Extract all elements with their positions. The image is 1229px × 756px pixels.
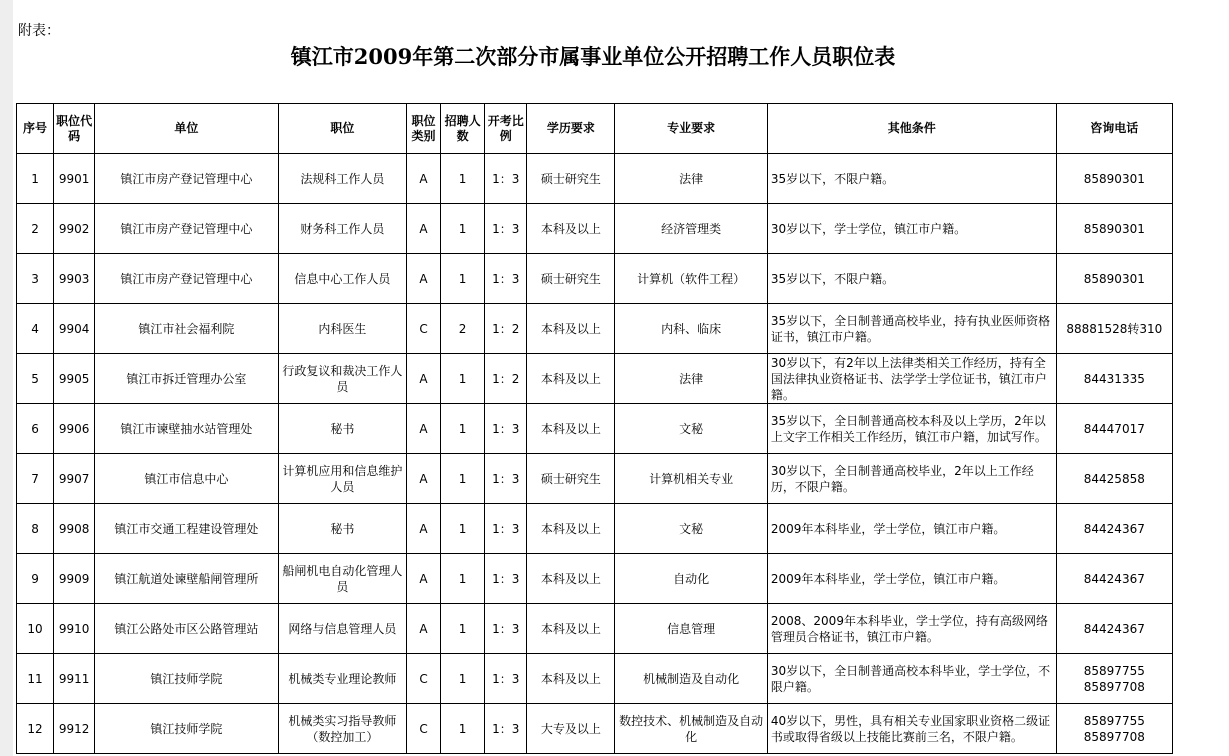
cell-headcount: 1 <box>441 654 485 704</box>
cell-other-conditions <box>767 454 1056 504</box>
cell-education: 本科及以上 <box>527 204 615 254</box>
cell-position-code: 9910 <box>54 604 95 654</box>
cell-headcount: 1 <box>441 504 485 554</box>
cell-position: 机械类实习指导教师（数控加工） <box>278 704 406 754</box>
cell-position: 船闸机电自动化管理人员 <box>278 554 406 604</box>
cell-other-conditions <box>767 354 1056 404</box>
cell-position-category: C <box>406 704 440 754</box>
cell-headcount: 1 <box>441 604 485 654</box>
cell-major: 机械制造及自动化 <box>615 654 767 704</box>
cell-phone: 84424367 <box>1056 504 1172 554</box>
cell-unit: 镇江市房产登记管理中心 <box>95 254 278 304</box>
appendix-label: 附表： <box>18 23 60 39</box>
other-conditions-text: 30岁以下，有2年以上法律类相关工作经历，持有全国法律执业资格证书、法学学士学位证书，镇江市户籍。 <box>770 355 1047 402</box>
cell-headcount: 1 <box>441 704 485 754</box>
cell-other-conditions <box>767 654 1056 704</box>
cell-major: 信息管理 <box>615 604 767 654</box>
cell-position-category: A <box>406 454 440 504</box>
cell-phone: 84431335 <box>1056 354 1172 404</box>
other-conditions-text: 35岁以下，不限户籍。 <box>770 271 895 286</box>
cell-position: 秘书 <box>278 504 406 554</box>
cell-major: 计算机（软件工程） <box>615 254 767 304</box>
cell-position: 法规科工作人员 <box>278 154 406 204</box>
cell-position-category: C <box>406 654 440 704</box>
cell-index: 5 <box>17 354 54 404</box>
table-row <box>17 204 1173 254</box>
document-page <box>13 0 1229 756</box>
cell-major: 自动化 <box>615 554 767 604</box>
cell-education: 大专及以上 <box>527 704 615 754</box>
cell-phone: 84425858 <box>1056 454 1172 504</box>
table-row <box>17 404 1173 454</box>
header-other-conditions: 其他条件 <box>767 104 1056 154</box>
cell-education: 本科及以上 <box>527 554 615 604</box>
left-margin-strip <box>0 0 13 756</box>
cell-position: 内科医生 <box>278 304 406 354</box>
cell-education: 本科及以上 <box>527 304 615 354</box>
other-conditions-text: 35岁以下，不限户籍。 <box>770 171 895 186</box>
table-row <box>17 604 1173 654</box>
table-header-row <box>17 104 1173 154</box>
cell-unit: 镇江市谏壁抽水站管理处 <box>95 404 278 454</box>
cell-index: 2 <box>17 204 54 254</box>
cell-index: 12 <box>17 704 54 754</box>
cell-index: 6 <box>17 404 54 454</box>
cell-position-code: 9911 <box>54 654 95 704</box>
cell-index: 1 <box>17 154 54 204</box>
cell-other-conditions <box>767 504 1056 554</box>
header-position: 职位 <box>278 104 406 154</box>
table-body <box>17 154 1173 754</box>
cell-index: 7 <box>17 454 54 504</box>
cell-index: 3 <box>17 254 54 304</box>
cell-exam-ratio: 1：3 <box>485 454 527 504</box>
other-conditions-text: 30岁以下，全日制普通高校毕业，2年以上工作经历，不限户籍。 <box>770 463 1034 494</box>
cell-exam-ratio: 1：3 <box>485 204 527 254</box>
table-row <box>17 554 1173 604</box>
cell-education: 本科及以上 <box>527 404 615 454</box>
cell-position-category: A <box>406 554 440 604</box>
cell-position: 信息中心工作人员 <box>278 254 406 304</box>
cell-other-conditions <box>767 204 1056 254</box>
cell-phone: 84424367 <box>1056 554 1172 604</box>
cell-phone: 84447017 <box>1056 404 1172 454</box>
header-headcount: 招聘人数 <box>441 104 485 154</box>
cell-headcount: 1 <box>441 204 485 254</box>
cell-position: 行政复议和裁决工作人员 <box>278 354 406 404</box>
cell-headcount: 1 <box>441 354 485 404</box>
cell-index: 9 <box>17 554 54 604</box>
cell-unit: 镇江市房产登记管理中心 <box>95 204 278 254</box>
cell-position-code: 9905 <box>54 354 95 404</box>
cell-headcount: 1 <box>441 404 485 454</box>
table-row <box>17 354 1173 404</box>
cell-position-category: A <box>406 404 440 454</box>
cell-headcount: 1 <box>441 154 485 204</box>
cell-index: 8 <box>17 504 54 554</box>
cell-education: 本科及以上 <box>527 504 615 554</box>
header-phone: 咨询电话 <box>1056 104 1172 154</box>
cell-position-category: A <box>406 204 440 254</box>
cell-unit: 镇江航道处谏壁船闸管理所 <box>95 554 278 604</box>
cell-exam-ratio: 1：2 <box>485 354 527 404</box>
cell-unit: 镇江公路处市区公路管理站 <box>95 604 278 654</box>
cell-exam-ratio: 1：3 <box>485 154 527 204</box>
cell-major: 文秘 <box>615 404 767 454</box>
document-title: 镇江市2009年第二次部分市属事业单位公开招聘工作人员职位表 <box>290 44 896 69</box>
cell-phone: 85897755 85897708 <box>1056 704 1172 754</box>
cell-major: 计算机相关专业 <box>615 454 767 504</box>
positions-table <box>16 103 1173 754</box>
cell-position-code: 9902 <box>54 204 95 254</box>
cell-position-code: 9901 <box>54 154 95 204</box>
cell-education: 硕士研究生 <box>527 154 615 204</box>
cell-unit: 镇江技师学院 <box>95 704 278 754</box>
cell-unit: 镇江市房产登记管理中心 <box>95 154 278 204</box>
header-exam-ratio: 开考比例 <box>485 104 527 154</box>
cell-exam-ratio: 1：3 <box>485 504 527 554</box>
cell-major: 法律 <box>615 354 767 404</box>
header-position-code: 职位代码 <box>54 104 95 154</box>
header-unit: 单位 <box>95 104 278 154</box>
cell-position-code: 9908 <box>54 504 95 554</box>
cell-major: 经济管理类 <box>615 204 767 254</box>
cell-exam-ratio: 1：3 <box>485 554 527 604</box>
cell-other-conditions <box>767 604 1056 654</box>
other-conditions-text: 2008、2009年本科毕业，学士学位，持有高级网络管理员合格证书，镇江市户籍。 <box>770 613 1048 644</box>
cell-major: 法律 <box>615 154 767 204</box>
cell-major: 数控技术、机械制造及自动化 <box>615 704 767 754</box>
table-row <box>17 504 1173 554</box>
cell-position: 财务科工作人员 <box>278 204 406 254</box>
cell-position-code: 9904 <box>54 304 95 354</box>
cell-other-conditions <box>767 704 1056 754</box>
other-conditions-text: 30岁以下，全日制普通高校本科毕业，学士学位，不限户籍。 <box>770 663 1051 694</box>
cell-unit: 镇江市交通工程建设管理处 <box>95 504 278 554</box>
cell-phone: 84424367 <box>1056 604 1172 654</box>
table-row <box>17 454 1173 504</box>
cell-exam-ratio: 1：3 <box>485 704 527 754</box>
cell-phone: 85890301 <box>1056 204 1172 254</box>
cell-unit: 镇江市信息中心 <box>95 454 278 504</box>
cell-exam-ratio: 1：3 <box>485 654 527 704</box>
cell-position-category: A <box>406 154 440 204</box>
other-conditions-text: 40岁以下，男性，具有相关专业国家职业资格二级证书或取得省级以上技能比赛前三名，不限户籍。 <box>770 713 1051 744</box>
cell-headcount: 2 <box>441 304 485 354</box>
other-conditions-text: 35岁以下，全日制普通高校毕业，持有执业医师资格证书，镇江市户籍。 <box>770 313 1051 344</box>
cell-education: 硕士研究生 <box>527 254 615 304</box>
cell-position-code: 9906 <box>54 404 95 454</box>
cell-position-code: 9909 <box>54 554 95 604</box>
cell-other-conditions <box>767 554 1056 604</box>
cell-headcount: 1 <box>441 454 485 504</box>
cell-position: 网络与信息管理人员 <box>278 604 406 654</box>
other-conditions-text: 30岁以下，学士学位，镇江市户籍。 <box>770 221 967 236</box>
cell-index: 4 <box>17 304 54 354</box>
cell-unit: 镇江技师学院 <box>95 654 278 704</box>
other-conditions-text: 35岁以下，全日制普通高校本科及以上学历，2年以上文字工作相关工作经历，镇江市户籍，加试写作。 <box>770 413 1047 444</box>
cell-position: 秘书 <box>278 404 406 454</box>
header-index: 序号 <box>17 104 54 154</box>
table-row <box>17 304 1173 354</box>
cell-other-conditions <box>767 404 1056 454</box>
table-row <box>17 654 1173 704</box>
cell-headcount: 1 <box>441 554 485 604</box>
cell-education: 硕士研究生 <box>527 454 615 504</box>
other-conditions-text: 2009年本科毕业，学士学位，镇江市户籍。 <box>770 571 1006 586</box>
cell-phone: 85890301 <box>1056 154 1172 204</box>
table-row <box>17 154 1173 204</box>
cell-phone: 85897755 85897708 <box>1056 654 1172 704</box>
other-conditions-text: 2009年本科毕业，学士学位，镇江市户籍。 <box>770 521 1006 536</box>
cell-index: 11 <box>17 654 54 704</box>
cell-major: 内科、临床 <box>615 304 767 354</box>
cell-position-code: 9912 <box>54 704 95 754</box>
cell-position: 计算机应用和信息维护人员 <box>278 454 406 504</box>
cell-position-category: A <box>406 354 440 404</box>
cell-education: 本科及以上 <box>527 604 615 654</box>
cell-phone: 88881528转310 <box>1056 304 1172 354</box>
cell-unit: 镇江市社会福利院 <box>95 304 278 354</box>
table-row <box>17 254 1173 304</box>
cell-phone: 85890301 <box>1056 254 1172 304</box>
cell-exam-ratio: 1：3 <box>485 404 527 454</box>
cell-position-category: A <box>406 504 440 554</box>
cell-index: 10 <box>17 604 54 654</box>
cell-other-conditions <box>767 304 1056 354</box>
cell-position-category: A <box>406 254 440 304</box>
cell-position-category: C <box>406 304 440 354</box>
cell-major: 文秘 <box>615 504 767 554</box>
cell-other-conditions <box>767 254 1056 304</box>
cell-headcount: 1 <box>441 254 485 304</box>
cell-exam-ratio: 1：3 <box>485 604 527 654</box>
table-row <box>17 704 1173 754</box>
cell-other-conditions <box>767 154 1056 204</box>
cell-education: 本科及以上 <box>527 354 615 404</box>
cell-unit: 镇江市拆迁管理办公室 <box>95 354 278 404</box>
cell-exam-ratio: 1：3 <box>485 254 527 304</box>
header-position-category: 职位类别 <box>406 104 440 154</box>
cell-position: 机械类专业理论教师 <box>278 654 406 704</box>
cell-position-category: A <box>406 604 440 654</box>
cell-position-code: 9907 <box>54 454 95 504</box>
header-major: 专业要求 <box>615 104 767 154</box>
cell-position-code: 9903 <box>54 254 95 304</box>
cell-exam-ratio: 1：2 <box>485 304 527 354</box>
cell-education: 本科及以上 <box>527 654 615 704</box>
header-education: 学历要求 <box>527 104 615 154</box>
